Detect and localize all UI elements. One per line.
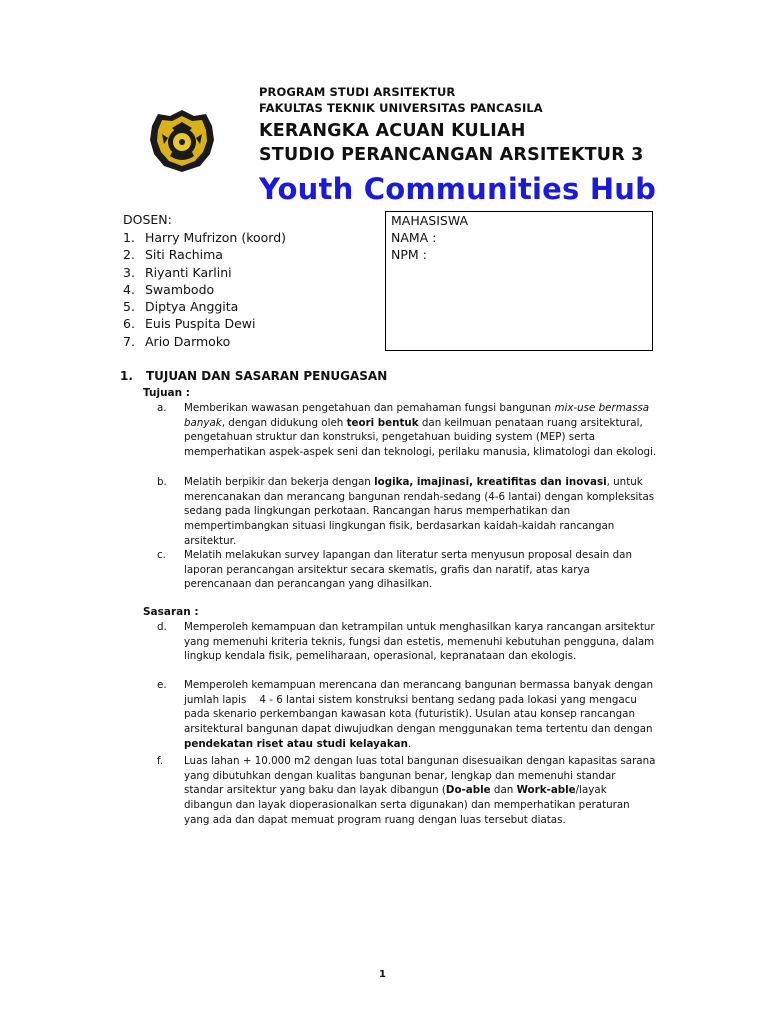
list-item: c. Melatih melakukan survey lapangan dan literatur serta menyusun proposal desain dan laporan perancangan arsitektur secara skematis, grafis dan naratif, atas karya perencanaan dan perancangan yang dihasilkan. — [157, 549, 632, 591]
project-title: Youth Communities Hub — [259, 172, 657, 206]
list-item: e. Memperoleh kemampuan merencana dan merancang bangunan bermassa banyak dengan jumlah lapis 4 - 6 lantai sistem konstruksi bentang sedang pada lokasi yang mengacu pada skenario perkembangan kawasan kota (futuristik). Usulan atau konsep rancangan arsitektural bangunan dapat diwujudkan dengan menggunakan tema tertentu dan dengan pendekatan riset atau studi kelayakan. — [157, 679, 657, 750]
faculty-name: FAKULTAS TEKNIK UNIVERSITAS PANCASILA — [259, 101, 543, 115]
list-item: 5. Diptya Anggita — [123, 299, 239, 315]
section-heading: 1. TUJUAN DAN SASARAN PENUGASAN — [120, 369, 388, 383]
student-label: MAHASISWA — [391, 213, 469, 228]
document-title: KERANGKA ACUAN KULIAH — [259, 121, 526, 141]
list-item: b. Melatih berpikir dan bekerja dengan logika, imajinasi, kreatifitas dan inovasi, untuk merencanakan dan merancang bangunan rendah-sedang (4-6 lantai) dengan kompleksitas sedang pada lingkungan perkotaan. Rancangan harus memperhatikan dan mempertimbangkan situasi lingkungan fisik, berdasarkan kaidah-kaidah rancangan arsitektur. — [157, 476, 655, 547]
list-item: a. Memberikan wawasan pengetahuan dan pemahaman fungsi bangunan mix-use bermassa banyak, dengan didukung oleh teori bentuk dan keilmuan penataan ruang arsitektural, pengetahuan struktur dan konstruksi, pengetahuan buiding system (MEP) serta memperhatikan aspek-aspek seni dan teknologi, perilaku manusia, klimatologi dan ekologi. — [157, 402, 657, 459]
list-item: 6. Euis Puspita Dewi — [123, 316, 256, 332]
list-item: 4. Swambodo — [123, 281, 215, 297]
lecturer-label: DOSEN: — [123, 212, 172, 227]
student-npm-field: NPM : — [391, 247, 427, 262]
list-item: 3. Riyanti Karlini — [123, 264, 232, 280]
lecturer-list — [120, 210, 286, 350]
student-info-box — [385, 211, 653, 351]
list-item: 1. Harry Mufrizon (koord) — [123, 230, 287, 245]
page-number: 1 — [379, 969, 386, 980]
list-item: d. Memperoleh kemampuan dan ketrampilan untuk menghasilkan karya rancangan arsitektur yang memenuhi kriteria teknis, fungsi dan estetis, memenuhi kebutuhan pengguna, dalam lingkup kendala fisik, pemeliharaan, operasional, kepranataan dan ekologis. — [157, 621, 655, 663]
sasaran-label: Sasaran : — [143, 606, 199, 618]
tujuan-label: Tujuan : — [143, 387, 190, 399]
list-item: 7. Ario Darmoko — [123, 333, 231, 349]
list-item: 2. Siti Rachima — [123, 247, 223, 263]
student-name-field: NAMA : — [391, 230, 437, 245]
program-name: PROGRAM STUDI ARSITEKTUR — [259, 85, 456, 99]
course-title: STUDIO PERANCANGAN ARSITEKTUR 3 — [259, 145, 644, 165]
list-item: f. Luas lahan + 10.000 m2 dengan luas total bangunan disesuaikan dengan kapasitas sarana yang dibutuhkan dengan kualitas bangunan benar, lengkap dan memenuhi standar standar arsitektur yang baku dan layak dibangun (Do-able dan Work-able/layak dibangun dan layak dioperasionalkan serta digunakan) dan memperhatikan peraturan yang ada dan dapat memuat program ruang dengan luas tersebut diatas. — [157, 755, 656, 826]
university-emblem-icon — [148, 108, 216, 174]
